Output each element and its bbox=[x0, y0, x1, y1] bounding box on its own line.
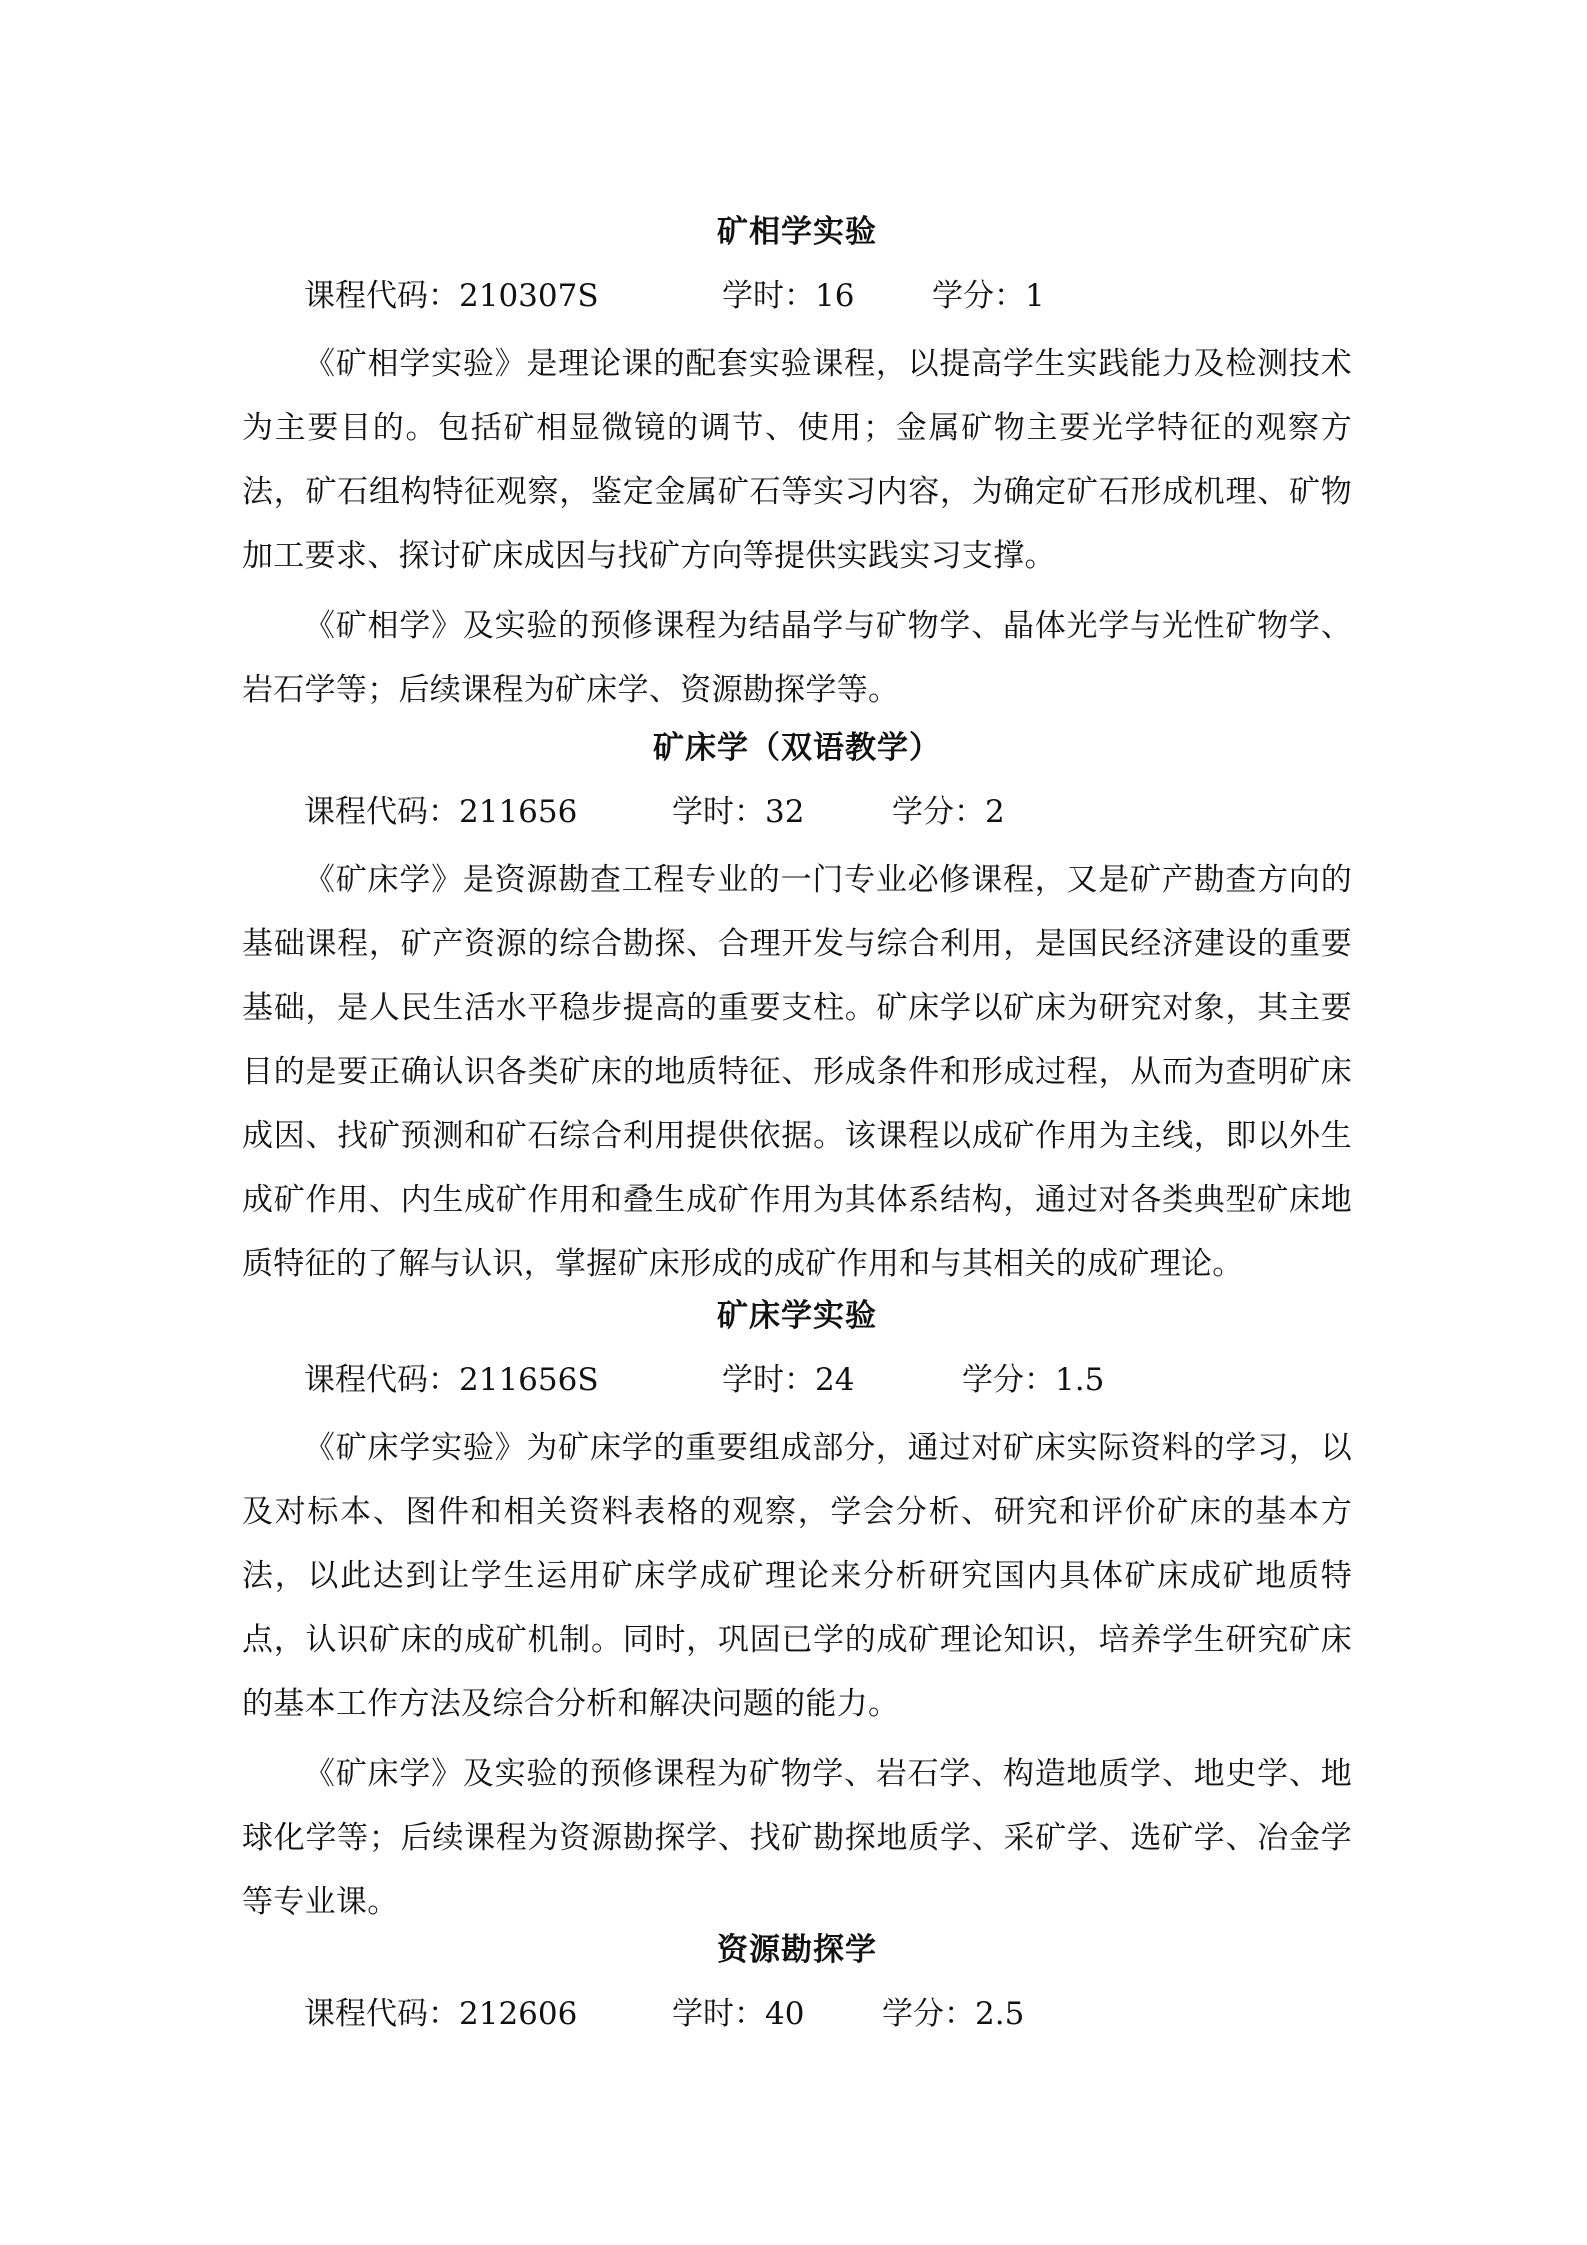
course-description: 《矿相学实验》是理论课的配套实验课程，以提高学生实践能力及检测技术为主要目的。包括矿相显微镜的调节、使用；金属矿物主要光学特征的观察方法，矿石组构特征观察，鉴定金属矿石等实习内容，为确定矿石形成机理、矿物加工要求、探讨矿床成因与找矿方向等提供实践实习支撑。 bbox=[242, 346, 1352, 574]
course-code: 课程代码：210307S bbox=[304, 278, 599, 314]
course-hours: 学时：16 bbox=[722, 278, 855, 314]
course-credits: 学分：1.5 bbox=[962, 1362, 1105, 1398]
course-description: 《矿床学》是资源勘查工程专业的一门专业必修课程，又是矿产勘查方向的基础课程，矿产资源的综合勘探、合理开发与综合利用，是国民经济建设的重要基础，是人民生活水平稳步提高的重要支柱。矿床学以矿床为研究对象，其主要目的是要正确认识各类矿床的地质特征、形成条件和形成过程，从而为查明矿床成因、找矿预测和矿石综合利用提供依据。该课程以成矿作用为主线，即以外生成矿作用、内生成矿作用和叠生成矿作用为其体系结构，通过对各类典型矿床地质特征的了解与认识，掌握矿床形成的成矿作用和与其相关的成矿理论。 bbox=[242, 862, 1352, 1282]
course-title: 矿床学实验 bbox=[717, 1298, 877, 1334]
course-section-kuangchuangxue bbox=[242, 726, 1352, 1296]
course-description: 《矿床学实验》为矿床学的重要组成部分，通过对矿床实际资料的学习，以及对标本、图件和相关资料表格的观察，学会分析、研究和评价矿床的基本方法，以此达到让学生运用矿床学成矿理论来分析研究国内具体矿床成矿地质特点，认识矿床的成矿机制。同时，巩固已学的成矿理论知识，培养学生研究矿床的基本工作方法及综合分析和解决问题的能力。 bbox=[242, 1430, 1352, 1722]
course-meta bbox=[242, 1992, 1352, 2036]
course-section-kuangchuangxue-shiyan bbox=[242, 1294, 1352, 1934]
course-credits: 学分：2 bbox=[892, 794, 1005, 830]
course-hours: 学时：40 bbox=[672, 1996, 805, 2032]
course-credits: 学分：1 bbox=[932, 278, 1045, 314]
course-title: 矿床学（双语教学） bbox=[653, 730, 941, 766]
course-section-kuangxiangxue-shiyan bbox=[242, 210, 1352, 722]
course-code: 课程代码：211656 bbox=[304, 794, 578, 830]
course-prerequisites: 《矿床学》及实验的预修课程为矿物学、岩石学、构造地质学、地史学、地球化学等；后续课程为资源勘探学、找矿勘探地质学、采矿学、选矿学、冶金学等专业课。 bbox=[242, 1756, 1352, 1920]
course-meta bbox=[242, 790, 1352, 834]
course-prerequisites: 《矿相学》及实验的预修课程为结晶学与矿物学、晶体光学与光性矿物学、岩石学等；后续课程为矿床学、资源勘探学等。 bbox=[242, 608, 1352, 708]
course-hours: 学时：32 bbox=[672, 794, 805, 830]
course-meta bbox=[242, 274, 1352, 318]
course-section-ziyuan-kantanxue bbox=[242, 1928, 1352, 2036]
course-credits: 学分：2.5 bbox=[882, 1996, 1025, 2032]
course-code: 课程代码：211656S bbox=[304, 1362, 599, 1398]
course-title: 矿相学实验 bbox=[717, 214, 877, 250]
course-hours: 学时：24 bbox=[722, 1362, 855, 1398]
course-code: 课程代码：212606 bbox=[304, 1996, 578, 2032]
course-meta bbox=[242, 1358, 1352, 1402]
course-title: 资源勘探学 bbox=[717, 1932, 877, 1968]
